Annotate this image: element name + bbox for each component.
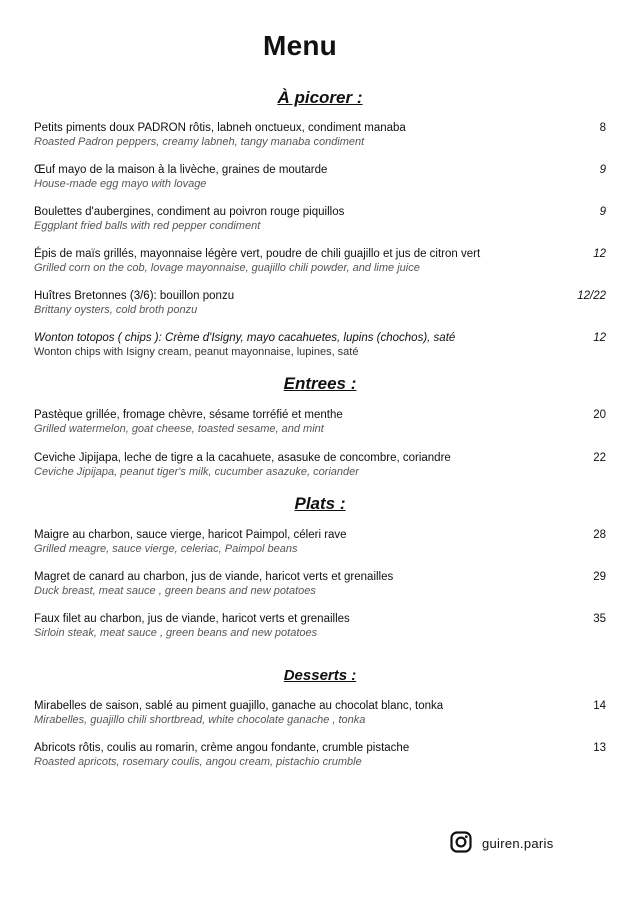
item-price: 12/22	[577, 290, 606, 302]
menu-item	[34, 529, 610, 563]
item-name: Boulettes d'aubergines, condiment au poivron rouge piquillos	[34, 206, 345, 218]
item-price: 28	[593, 529, 606, 541]
menu-item	[34, 164, 610, 198]
item-name: Abricots rôtis, coulis au romarin, crème angou fondante, crumble pistache	[34, 742, 410, 754]
item-description: Grilled watermelon, goat cheese, toasted sesame, and mint	[34, 423, 324, 435]
item-name: Huîtres Bretonnes (3/6): bouillon ponzu	[34, 290, 235, 302]
item-name: Maigre au charbon, sauce vierge, haricot Paimpol, céleri rave	[34, 529, 347, 541]
item-price: 12	[593, 248, 606, 260]
item-price: 12	[593, 332, 606, 344]
item-price: 13	[593, 742, 606, 754]
item-description: Wonton chips with Isigny cream, peanut mayonnaise, lupines, saté	[34, 346, 359, 358]
section-title-a-picorer: À picorer :	[277, 88, 363, 107]
menu-item	[34, 248, 610, 282]
menu-item	[34, 742, 610, 776]
section-title-desserts: Desserts :	[283, 667, 357, 684]
item-description: Eggplant fried balls with red pepper condiment	[34, 220, 261, 232]
instagram-handle[interactable]: guiren.paris	[482, 836, 554, 851]
item-name: Wonton totopos ( chips ): Crème d'Isigny, mayo cacahuetes, lupins (chochos), saté	[34, 332, 456, 344]
menu-title: Menu	[263, 30, 337, 61]
item-name: Pastèque grillée, fromage chèvre, sésame torréfié et menthe	[34, 409, 343, 421]
item-price: 9	[599, 164, 606, 176]
item-price: 9	[599, 206, 606, 218]
item-price: 29	[593, 571, 606, 583]
item-name: Faux filet au charbon, jus de viande, haricot verts et grenailles	[34, 613, 350, 625]
menu-item	[34, 571, 610, 605]
item-name: Magret de canard au charbon, jus de viande, haricot verts et grenailles	[34, 571, 394, 583]
item-name: Épis de maïs grillés, mayonnaise légère vert, poudre de chili guajillo et jus de citron vert	[34, 248, 481, 260]
menu-item	[34, 700, 610, 734]
item-description: Roasted apricots, rosemary coulis, angou cream, pistachio crumble	[34, 756, 362, 768]
menu-item	[34, 206, 610, 240]
item-name: Petits piments doux PADRON rôtis, labneh onctueux, condiment manaba	[34, 122, 406, 134]
item-description: Mirabelles, guajillo chili shortbread, white chocolate ganache , tonka	[34, 714, 366, 726]
item-price: 35	[593, 613, 606, 625]
section-title-entrees: Entrees :	[283, 374, 357, 393]
menu-item	[34, 613, 610, 647]
item-name: Mirabelles de saison, sablé au piment guajillo, ganache au chocolat blanc, tonka	[34, 700, 444, 712]
menu-item	[34, 452, 610, 486]
item-description: Grilled corn on the cob, lovage mayonnaise, guajillo chili powder, and lime juice	[34, 262, 420, 274]
item-description: House-made egg mayo with lovage	[34, 178, 207, 190]
item-description: Brittany oysters, cold broth ponzu	[34, 304, 198, 316]
menu-item	[34, 332, 610, 366]
item-description: Roasted Padron peppers, creamy labneh, tangy manaba condiment	[34, 136, 365, 148]
menu-item	[34, 290, 610, 324]
instagram-icon[interactable]	[450, 831, 472, 853]
item-name: Œuf mayo de la maison à la livèche, graines de moutarde	[34, 164, 328, 176]
item-price: 8	[599, 122, 606, 134]
menu-item	[34, 409, 610, 443]
item-price: 20	[593, 409, 606, 421]
item-description: Grilled meagre, sauce vierge, celeriac, Paimpol beans	[34, 543, 298, 555]
item-description: Duck breast, meat sauce , green beans and new potatoes	[34, 585, 316, 597]
item-description: Sirloin steak, meat sauce , green beans and new potatoes	[34, 627, 318, 639]
menu-item	[34, 122, 610, 156]
item-price: 14	[593, 700, 606, 712]
item-name: Ceviche Jipijapa, leche de tigre a la cacahuete, asasuke de concombre, coriandre	[34, 452, 451, 464]
section-title-plats: Plats :	[294, 494, 346, 513]
item-price: 22	[593, 452, 606, 464]
item-description: Ceviche Jipijapa, peanut tiger's milk, cucumber asazuke, coriander	[34, 466, 359, 478]
